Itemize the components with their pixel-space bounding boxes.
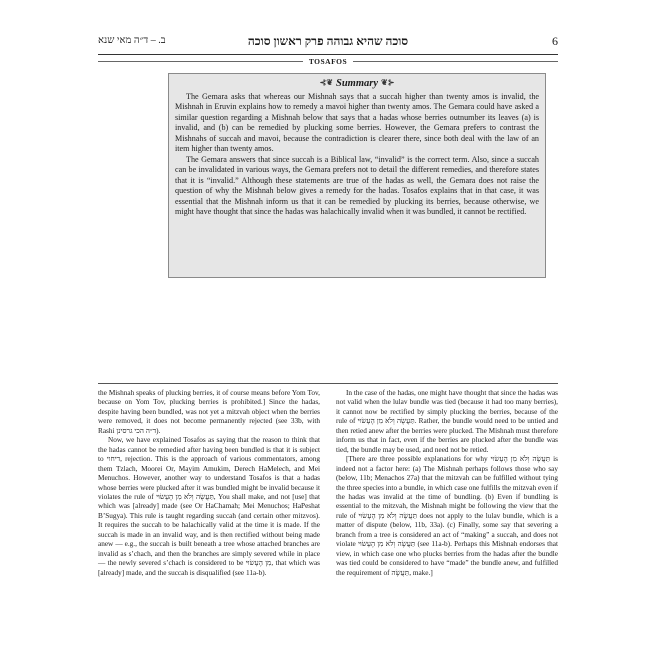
summary-title: Summary <box>335 78 378 89</box>
subheader-rule-right <box>353 61 558 62</box>
summary-paragraph: The Gemara asks that whereas our Mishnah says that a succah higher than twenty amos is invalid, the Mishnah in Eruvin explains how to remedy a mavoi higher than twenty amos. The Gemara could have asked a similar question regarding a Mishnah below that says that a hadas whose berries outnumber its leaves (a) is invalid, and (b) can be remedied by plucking some berries. However, the Gemara prefers to contrast the Mishnahs of succah and mavoi, because the contradiction is clearer there, since both deal with the law of an item higher than twenty amos. <box>175 92 539 154</box>
chapter-title: סוכה שהיא גבוהה פרק ראשון סוכה <box>247 34 409 48</box>
ornament-right-icon: ❦⊱ <box>381 78 395 87</box>
commentary-paragraph: [There are three possible explanations for why תַּעֲשֶׂה וְלֹא מִן הֶעָשׂוּי is indeed not a factor here: (a) The Mishnah perhaps follows those who say (below, 11b; Menachos 27a) that the mitzvah can be fulfilled without tying the three species into a bundle, in which case one fulfills the mitzvah even if the hadas was invalid at the time of bundling. (b) Even if bundling is essential to the mitzvah, the Mishnah might be following the view that the rule of תַּעֲשֶׂה וְלֹא מִן הֶעָשׂוּי does not apply to the lulav bundle, which is a matter of dispute (below, 11b, 33a). (c) Finally, some say that severing a branch from a tree is considered an act of “making” a succah, and does not violate תַּעֲשֶׂה וְלֹא מִן הֶעָשׂוּי (see 11a-b). Perhaps this Mishnah endorses that view, in which case one who plucks berries from the hadas after the bundle was tied could be considered to have “made” the bundle anew, and fulfilled the requirement of תַּעֲשֶׂה, make.] <box>336 455 559 577</box>
ornament-left-icon: ⊰❦ <box>319 78 333 87</box>
summary-heading <box>175 78 539 90</box>
summary-box <box>168 73 546 278</box>
daf-reference: ב. – ד״ה מאי שנא <box>98 35 166 46</box>
header-rule <box>98 54 558 55</box>
summary-paragraph: The Gemara answers that since succah is a Biblical law, “invalid” is the correct term. Also, since a succah can be invalidated in various ways, the Gemara prefers not to detail the different remedies, and therefore states that it is “invalid.” Although these statements are true of the hadas as well, the Gemara does not raise the question of why the Mishnah below gives a remedy for the hadas. Tosafos explains that in that case, it was essential that the Mishnah inform us that it can be remedied by plucking its berries, because otherwise, we might have thought that since the hadas was halachically invalid when it was bundled, it cannot be rectified. <box>175 154 539 216</box>
commentary-paragraph: In the case of the hadas, one might have thought that since the hadas was not valid when the lulav bundle was tied (because it had too many berries), it cannot now be rectified by simply plucking the berries, because of the rule of תַּעֲשֶׂה וְלֹא מִן הֶעָשׂוּי. Rather, the bundle would need to be untied and then retied anew after the berries were plucked. The Mishnah must therefore inform us that in fact, even if the berries are plucked after the bundle was tied, the bundle may be used, and need not be retied. <box>336 389 558 454</box>
commentary-paragraph: the Mishnah speaks of plucking berries, it of course means before Yom Tov, because on Yom Tov, plucking berries is prohibited.] Since the hadas, despite having been bundled, was not yet a mitzvah object when the berries were removed, it does not become permanently rejected (see 33b, with Rashi ד״ה הכי גרסינן). <box>98 389 320 435</box>
page-number: 6 <box>552 34 558 48</box>
commentary-column-right <box>336 389 558 578</box>
running-header <box>98 34 558 50</box>
commentary-paragraph: Now, we have explained Tosafos as saying that the reason to think that the hadas cannot be remedied after having been bundled is that it is subject to דיחוי, rejection. This is the approach of various commentators, among them Tzlach, Moorei Or, Mayim Amukim, Derech HaMelech, and Mei Menuchos. However, another way to understand Tosafos is that a hadas whose berries were plucked after it was bundled might be invalid because it violates the rule of תַּעֲשֶׂה וְלֹא מִן הֶעָשׂוּי, You shall make, and not [use] that which was [already] made (see Or HaChamah; Mei Menuchos; HaPeshat B’Sugya). This rule is taught regarding succah (and certain other mitzvos). It requires the succah to be halachically valid at the time it is made. If the succah is made in an invalid way, and is then rectified without being made anew — e.g., the succah is built beneath a tree whose attached branches are invalid as s’chach, and then the branches are simply severed while in place — the newly severed s’chach is considered to be מִן הֶעָשׂוּי, that which was [already] made, and the succah is disqualified (see 11a-b). <box>98 436 321 577</box>
book-page <box>98 30 558 640</box>
commentary-divider <box>98 383 558 384</box>
commentary-column-left <box>98 389 320 578</box>
subheader-label: TOSAFOS <box>308 57 348 66</box>
